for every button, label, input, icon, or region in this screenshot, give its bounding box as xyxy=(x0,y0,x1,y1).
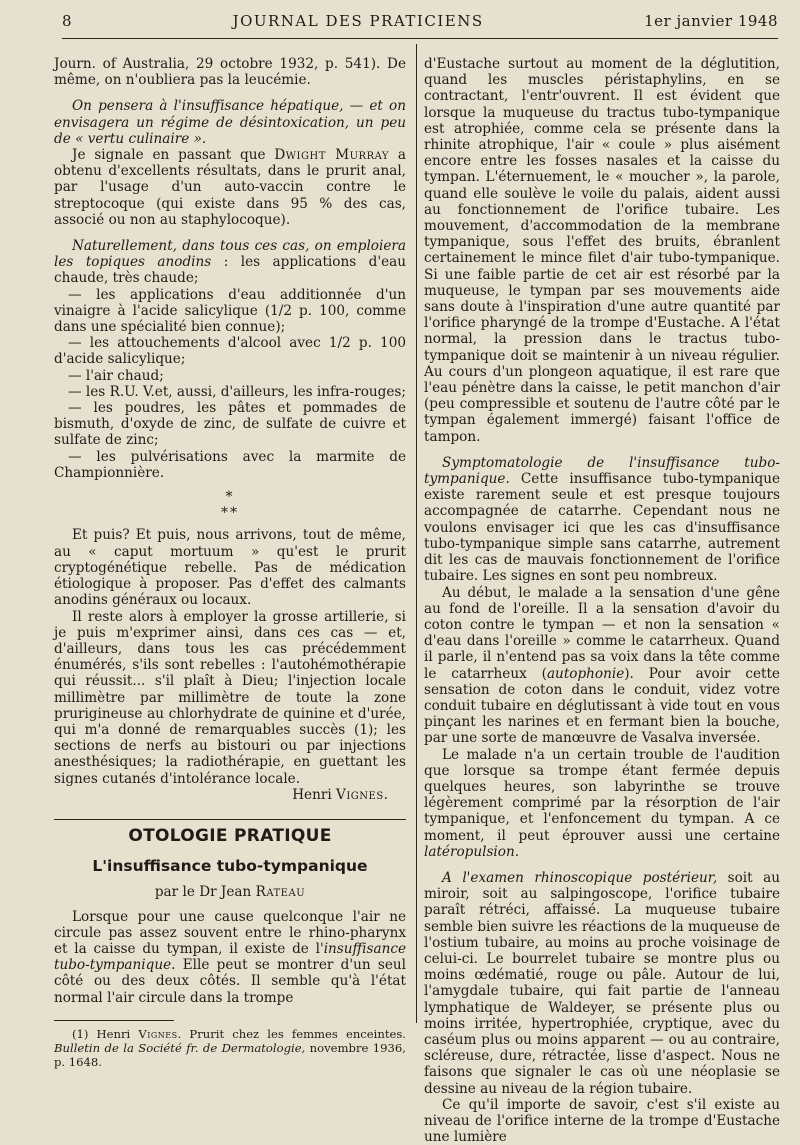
left-para-7-end: Elle peut se montrer d'un seul côté ou des deux côtés. Il semble qu'à l'état normal l'air circule dans la trompe xyxy=(54,957,406,1006)
footnote-rule xyxy=(54,1020,174,1021)
left-para-3-end: a obtenu d'excellents résultats, dans le prurit anal, par l'usage d'un auto-vaccin contre le streptocoque (qui existe dans 95 % des cas, associé ou non au staphylocoque). xyxy=(54,147,406,228)
right-para-2-italic: Symptomatologie de l'insuffisance tubo-tympanique. xyxy=(424,454,780,488)
treatment-list-item: — les poudres, les pâtes et pommades de bismuth, d'oxyde de zinc, de sulfate de cuivre et sulfate de zinc; xyxy=(54,400,406,449)
right-para-3-start: Au début, le malade a la sensation d'une gêne au fond de l'oreille. Il a la sensation d'avoir du coton contre le tympan — et non la sensation « d'eau dans l'oreille » comme le catarrheux. Quand il parle, il n'entend pas sa voix dans la tête comme le catarrheux ( xyxy=(424,584,780,682)
section-asterism: * ** xyxy=(221,489,239,522)
section-rubric: OTOLOGIE PRATIQUE xyxy=(128,825,332,846)
journal-title: JOURNAL DES PRATICIENS xyxy=(232,12,484,30)
right-para-5-rest: soit au miroir, soit au salpingoscope, l'orifice tubaire paraît rétréci, affaissé. La muqueuse tubaire semble bien suivre les réactions de la muqueuse de l'ostium tubaire, au moins au proche voisinage de celui-ci. Le bourrelet tubaire se montre plus ou moins œdématié, rouge ou pâle. Autour de lui, l'amygdale tubaire, qui fait partie de l'anneau lymphatique de Waldeyer, se présente plus ou moins irritée, hypertrophiée, cryptique, avec du caséum plus ou moins apparent — ou au contraire, scléreuse, dure, rétractée, lisse d'aspect. Nous ne faisons que signaler le cas où une néoplasie se dessine au niveau de la région tubaire. xyxy=(424,869,780,1097)
right-para-4 xyxy=(424,747,780,860)
left-para-7 xyxy=(54,909,406,1006)
article-title: L'insuffisance tubo-tympanique xyxy=(92,857,368,876)
left-para-4-italic: Naturellement, dans tous ces cas, on emploiera les topiques anodins xyxy=(54,238,406,271)
byline-prefix: par le Dr Jean xyxy=(154,884,256,901)
footnote-title: . Prurit chez les femmes enceintes. xyxy=(177,1026,406,1041)
running-head xyxy=(62,12,778,36)
left-para-4-rest: : les applications d'eau chaude, très chaude; xyxy=(54,254,406,287)
signature-first-name: Henri xyxy=(292,786,337,803)
column-rule xyxy=(416,44,417,1023)
right-para-3 xyxy=(424,585,780,747)
left-para-1: Journ. of Australia, 29 octobre 1932, p. 541). De même, on n'oubliera pas la leucémie. xyxy=(54,56,406,89)
footnote-start: (1) Henri xyxy=(72,1026,139,1041)
left-para-6: Il reste alors à employer la grosse artillerie, si je puis m'exprimer ainsi, dans ces cas — et, d'ailleurs, dans tous les cas précédemment énumérés, s'ils sont rebelles : l'autohémothérapie qui réussit... s'il plaît à Dieu; l'injection locale millimètre par millimètre de toute la zone prurigineuse au chlorhydrate de quinine et d'urée, qui m'a donné de remarquables succès (1); les sections de nerfs au bistouri ou par injections anesthésiques; la radiothérapie, en guettant les signes cutanés d'intolérance locale. xyxy=(54,608,406,787)
article-signature: Henri Vignes. xyxy=(292,786,388,803)
treatment-list-item: — les attouchements d'alcool avec 1/2 p. 100 d'acide salicylique; xyxy=(54,335,406,368)
right-para-4-italic: latéropulsion. xyxy=(424,843,520,860)
right-para-3-italic: autophonie xyxy=(546,665,625,682)
left-para-3 xyxy=(54,147,406,228)
left-para-2 xyxy=(54,98,406,147)
footnote-author: Vignes xyxy=(138,1026,178,1041)
page-number: 8 xyxy=(62,12,73,30)
right-para-5-italic: A l'examen rhinoscopique postérieur, xyxy=(442,869,718,886)
rubric-rule xyxy=(54,819,406,820)
footnote-journal: Bulletin de la Société fr. de Dermatologie, xyxy=(54,1040,306,1055)
issue-date: 1er janvier 1948 xyxy=(644,12,778,30)
signature-last-name: Vignes xyxy=(336,786,384,803)
treatment-list-item: — l'air chaud; xyxy=(68,367,164,384)
byline-author: Rateau xyxy=(255,884,306,901)
article-byline xyxy=(54,884,406,900)
footnote-citation: novembre 1936, p. 1648. xyxy=(54,1040,406,1069)
right-para-6: Ce qu'il importe de savoir, c'est s'il existe au niveau de l'orifice interne de la trompe d'Eustache une lumière xyxy=(424,1096,780,1145)
header-rule xyxy=(62,38,778,39)
treatment-list-item: — les applications d'eau additionnée d'un vinaigre à l'acide salicylique (1/2 p. 100, comme dans une spécialité bien connue); xyxy=(54,286,406,336)
treatment-list-item: — les pulvérisations avec la marmite de Championnière. xyxy=(54,448,406,481)
right-para-1: d'Eustache surtout au moment de la déglutition, quand les muscles péristaphylins, en se contractant, l'entr'ouvrent. Il est évident que lorsque la muqueuse du tractus tubo-tympanique est atrophiée, comme cela se présente dans la rhinite atrophique, l'air « coule » plus aisément encore entre les fosses nasales et la caisse du tympan. L'éternuement, le « moucher », la parole, quand elle soulève le voile du palais, aident aussi au fonctionnement de l'orifice tubaire. Les mouvement, d'accommodation de la membrane tympanique, sous l'effet des bruits, ébranlent certainement le mince filet d'air tubo-tympanique. Si une faible partie de cet air est résorbé par la muqueuse, le tympan par ses mouvements aide sans doute à l'inspiration d'une autre quantité par l'orifice pharyngé de la trompe d'Eustache. A l'état normal, la pression dans le tractus tubo-tympanique doit se maintenir à un niveau régulier. Au cours d'un plongeon aquatique, il est rare que l'eau pénètre dans la caisse, le petit manchon d'air (peu compressible et soutenu de l'autre côté par le tympan également immergé) faisant l'office de tampon. xyxy=(424,56,780,445)
left-para-2-text: On pensera à l'insuffisance hépatique, — et on envisagera un régime de désintoxication, un peu de « vertu culinaire ». xyxy=(54,98,406,147)
right-column xyxy=(424,56,780,1145)
left-para-7-italic: insuffisance tubo-tympanique. xyxy=(54,940,406,974)
left-para-5: Et puis? Et puis, nous arrivons, tout de même, au « caput mortuum » qu'est le prurit cryptogénétique rebelle. Pas de médication étiologique à proposer. Pas d'effet des calmants anodins généraux ou locaux. xyxy=(54,527,406,609)
left-para-7-start: Lorsque pour une cause quelconque l'air ne circule pas assez souvent entre le rhino-pharynx et la caisse du tympan, il existe de l' xyxy=(54,908,406,957)
footnote xyxy=(54,1027,406,1069)
treatment-list-item: — les R.U. V.et, aussi, d'ailleurs, les infra-rouges; xyxy=(68,383,406,400)
left-para-3-start: Je signale en passant que xyxy=(72,147,275,164)
left-para-4 xyxy=(54,238,406,287)
left-column xyxy=(54,56,406,1069)
author-name-murray: Dwight Murray xyxy=(274,147,390,164)
right-para-2 xyxy=(424,455,780,585)
right-para-3-end: ). Pour avoir cette sensation de coton dans le conduit, videz votre conduit tubaire en déglutissant à vide tout en vous pinçant les narines et en fermant bien la bouche, par une sorte de manœuvre de Vasalva inversée. xyxy=(424,665,780,747)
right-para-4-start: Le malade n'a un certain trouble de l'audition que lorsque sa trompe étant fermée depuis quelques heures, son labyrinthe se trouve légèrement comprimé par la résorption de l'air tympanique, et l'enfoncement du tympan. A ce moment, il peut éprouver aussi une certaine xyxy=(424,746,780,844)
right-para-2-rest: Cette insuffisance tubo-tympanique existe rarement seule et est presque toujours accompagnée de catarrhe. Cependant nous ne voulons envisager ici que les cas d'insuffisance tubo-tympanique simple sans catarrhe, autrement dit les cas de mauvais fonctionnement de l'orifice tubaire. Les signes en sont peu nombreux. xyxy=(424,471,780,585)
right-para-5 xyxy=(424,870,780,1097)
